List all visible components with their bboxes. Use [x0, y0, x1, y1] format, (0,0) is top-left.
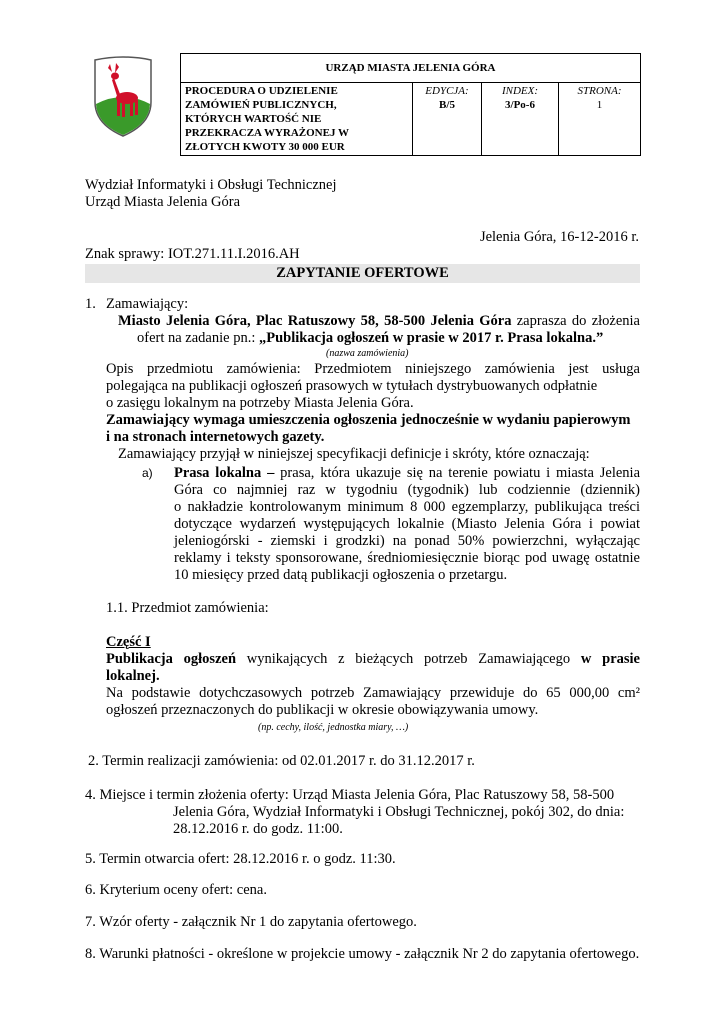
- requirement-line: i na stronach internetowych gazety.: [106, 429, 325, 445]
- section-4-line: 4. Miejsce i termin złożenia oferty: Urząd Miasta Jelenia Góra, Plac Ratuszowy 58, 58-500: [85, 787, 615, 803]
- edition-label: EDYCJA:: [425, 85, 469, 97]
- ordering-party-name: Miasto Jelenia Góra, Plac Ratuszowy 58, 58-500 Jelenia Góra: [118, 313, 512, 329]
- subsection-heading: 1.1. Przedmiot zamówienia:: [106, 600, 269, 616]
- part-text: wynikających z bieżących potrzeb Zamawiającego: [236, 651, 581, 667]
- edition-value: B/5: [439, 99, 455, 111]
- index-label: INDEX:: [501, 85, 539, 97]
- section-5: 5. Termin otwarcia ofert: 28.12.2016 r. o godz. 11:30.: [85, 851, 396, 867]
- sender-line: Urząd Miasta Jelenia Góra: [85, 194, 241, 210]
- definition-a-label: a): [142, 466, 153, 480]
- section-6: 6. Kryterium oceny ofert: cena.: [85, 882, 267, 898]
- institution-name: URZĄD MIASTA JELENIA GÓRA: [325, 62, 496, 74]
- definition-a-line: Góra co najmniej raz w tygodniu (tygodnik) lub codziennie (dziennik): [174, 482, 640, 498]
- invitation-text: zaprasza do złożenia: [511, 313, 640, 329]
- ordering-party-line: [118, 313, 640, 330]
- edition-cell: [413, 83, 482, 156]
- index-value: 3/Po-6: [505, 99, 535, 111]
- section-1-heading: Zamawiający:: [106, 296, 189, 312]
- page-cell: [559, 83, 641, 156]
- page-value: 1: [596, 99, 603, 111]
- part-heading: Część I: [106, 634, 151, 650]
- section-8: 8. Warunki płatności - określone w projekcie umowy - załącznik Nr 2 do zapytania ofertowego.: [85, 946, 640, 962]
- description-line: Opis przedmiotu zamówienia: Przedmiotem niniejszego zamówienia jest usługa: [106, 361, 640, 377]
- place-date: Jelenia Góra, 16-12-2016 r.: [479, 229, 639, 245]
- part-description-line: ogłoszeń przeznaczonych do publikacji w okresie obowiązywania umowy.: [106, 702, 539, 718]
- definition-a-line: o nakładzie kontrolowanym minimum 8 000 egzemplarzy, publikująca treści: [174, 499, 640, 515]
- section-4-line: Jelenia Góra, Wydział Informatyki i Obsługi Technicznej, pokój 302, do dnia:: [173, 804, 625, 820]
- definition-text: prasa, która ukazuje się na terenie powiatu i miasta Jelenia: [274, 465, 641, 481]
- index-cell: [482, 83, 559, 156]
- part-bold-text: w prasie: [580, 651, 640, 667]
- section-7: 7. Wzór oferty - załącznik Nr 1 do zapytania ofertowego.: [85, 914, 417, 930]
- procedure-line: KTÓRYCH WARTOŚĆ NIE: [185, 113, 322, 125]
- sender-line: Wydział Informatyki i Obsługi Technicznej: [85, 177, 337, 193]
- sender-block: [85, 177, 337, 211]
- section-4-line: 28.12.2016 r. do godz. 11:00.: [173, 821, 343, 837]
- part-bold-text: Publikacja ogłoszeń: [106, 651, 237, 667]
- procedure-line: PROCEDURA O UDZIELENIE: [185, 85, 338, 97]
- document-title: ZAPYTANIE OFERTOWE: [85, 264, 640, 283]
- page-label: STRONA:: [577, 85, 622, 97]
- institution-cell: [181, 54, 641, 83]
- definition-a-line: reklamy i teksty sponsorowane, średniomiesięcznie biorąc pod uwagę ostatnie: [174, 550, 640, 566]
- features-note: (np. cechy, ilość, jednostka miary, …): [258, 722, 409, 733]
- section-1-number: 1.: [85, 296, 96, 312]
- definition-term: Prasa lokalna –: [174, 465, 275, 481]
- task-intro: ofert na zadanie pn.:: [137, 330, 259, 346]
- part-description-line: Na podstawie dotychczasowych potrzeb Zamawiający przewiduje do 65 000,00 cm²: [106, 685, 640, 701]
- task-name: „Publikacja ogłoszeń w prasie w 2017 r. Prasa lokalna.”: [258, 330, 604, 346]
- procedure-line: PRZEKRACZA WYRAŻONEJ W: [185, 127, 350, 139]
- coat-of-arms-logo: [92, 54, 154, 138]
- requirement-line: Zamawiający wymaga umieszczenia ogłoszenia jednocześnie w wydaniu papierowym: [106, 412, 631, 428]
- description-line: polegająca na publikacji ogłoszeń prasowych w tytułach dystrybuowanych odpłatnie: [106, 378, 598, 394]
- procedure-line: ZŁOTYCH KWOTY 30 000 EUR: [185, 141, 345, 153]
- definition-a-line: [174, 465, 640, 482]
- definition-a-line: 10 miesięcy przed datą publikacji ogłoszenia o przetargu.: [174, 567, 508, 583]
- section-2: 2. Termin realizacji zamówienia: od 02.01.2017 r. do 31.12.2017 r.: [88, 753, 475, 769]
- definition-a-line: jeleniogórski - ziemski i grodzki) na ponad 50% powierzchni, wyłączając: [174, 533, 640, 549]
- task-name-note: (nazwa zamówienia): [326, 348, 409, 359]
- definition-a-line: dotyczące wydarzeń występujących lokalnie (Miasto Jelenia Góra i powiat: [174, 516, 640, 532]
- part-description-line: lokalnej.: [106, 668, 160, 684]
- procedure-line: ZAMÓWIEŃ PUBLICZNYCH,: [185, 99, 337, 111]
- task-name-line: [137, 330, 640, 347]
- definitions-intro: Zamawiający przyjął w niniejszej specyfikacji definicje i skróty, które oznaczają:: [118, 446, 590, 462]
- part-description-line: [106, 651, 640, 668]
- procedure-cell: [181, 83, 413, 156]
- description-line: o zasięgu lokalnym na potrzeby Miasta Jelenia Góra.: [106, 395, 414, 411]
- case-number: Znak sprawy: IOT.271.11.I.2016.AH: [85, 246, 300, 262]
- header-table: [180, 53, 641, 156]
